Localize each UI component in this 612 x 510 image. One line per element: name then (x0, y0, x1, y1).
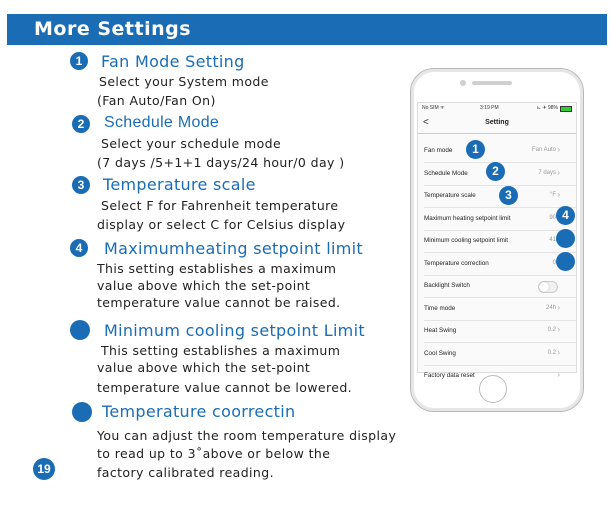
section-4-title: Maximumheating setpoint limit (104, 239, 363, 258)
row-min-cooling-limit[interactable] (418, 230, 576, 253)
section-3-badge: 3 (72, 176, 90, 194)
row-temperature-scale[interactable] (418, 185, 576, 208)
section-6-title: Temperature coorrectin (102, 402, 296, 421)
chevron-right-icon: › (557, 347, 560, 357)
row-label: Maximum heating setpoint limit (424, 214, 511, 222)
toggle-knob (539, 282, 549, 292)
row-temperature-correction[interactable] (418, 253, 576, 276)
row-label: Cool Swing (424, 349, 456, 357)
nav-title: Setting (485, 119, 509, 126)
row-label: Heat Swing (424, 327, 457, 334)
section-6-line-3: factory calibrated reading. (97, 465, 274, 480)
phone-speaker (472, 81, 512, 85)
header-bar (7, 14, 607, 45)
row-value: 24h (545, 304, 556, 311)
section-5-line-2: value above which the set-point (97, 360, 311, 375)
row-max-heating-limit[interactable] (418, 208, 576, 231)
section-1-title: Fan Mode Setting (101, 52, 245, 71)
section-5-line-3: temperature value cannot be lowered. (97, 380, 353, 395)
section-4-badge: 4 (70, 239, 88, 257)
row-label: Backlight Switch (424, 282, 470, 289)
row-value: 0.2 (547, 349, 556, 356)
chevron-right-icon: › (557, 370, 560, 379)
row-label: Temperature correction (424, 259, 489, 267)
chevron-right-icon: › (557, 325, 560, 334)
callout-5 (556, 229, 575, 248)
row-heat-swing[interactable] (418, 320, 576, 343)
callout-2: 2 (486, 162, 505, 181)
row-label: Schedule Mode (424, 169, 468, 177)
section-3-title: Temperature scale (103, 175, 256, 194)
section-1-badge: 1 (70, 52, 88, 70)
chevron-right-icon: › (557, 167, 560, 177)
row-time-mode[interactable] (418, 298, 576, 321)
battery-icon (560, 106, 572, 112)
chevron-right-icon: › (557, 302, 560, 312)
section-5-line-1: This setting establishes a maximum (101, 343, 341, 358)
chevron-right-icon: › (557, 190, 560, 199)
section-2-line-1: Select your schedule mode (101, 136, 282, 151)
home-button[interactable] (479, 375, 507, 403)
section-5-badge (70, 320, 90, 340)
back-button[interactable]: < (423, 117, 429, 128)
row-fan-mode[interactable] (418, 140, 576, 163)
row-label: Fan mode (424, 147, 453, 154)
section-5-title: Minimum cooling setpoint Limit (104, 321, 365, 340)
section-4-line-1: This setting establishes a maximum (97, 261, 337, 276)
section-6-line-1: You can adjust the room temperature display (97, 428, 397, 443)
row-value: 90 (549, 214, 556, 221)
row-value: °F (549, 192, 556, 198)
section-2-line-2: (7 days /5+1+1 days/24 hour/0 day ) (97, 155, 345, 170)
row-label: Time mode (424, 304, 456, 312)
nav-bar (418, 115, 576, 134)
page-title: More Settings (34, 18, 192, 40)
phone-screen (417, 102, 577, 379)
row-value: 0 (552, 259, 556, 266)
backlight-toggle[interactable] (538, 281, 558, 293)
row-cool-swing[interactable] (418, 343, 576, 366)
row-value: 0.2 (547, 327, 556, 333)
row-label: Factory data reset (424, 372, 475, 379)
status-bar (418, 105, 576, 114)
row-label: Temperature scale (424, 192, 476, 199)
page-number: 19 (33, 458, 55, 480)
row-label: Minimum cooling setpoint limit (424, 237, 508, 244)
phone-camera (460, 80, 466, 86)
callout-6 (556, 252, 575, 271)
section-2-badge: 2 (72, 115, 90, 133)
row-value: 7 days (538, 169, 556, 176)
section-3-line-1: Select F for Fahrenheit temperature (101, 198, 339, 213)
callout-1: 1 (466, 140, 485, 159)
chevron-right-icon: › (557, 145, 560, 154)
status-time: 3:19 PM (480, 105, 499, 111)
section-3-line-2: display or select C for Celsius display (97, 217, 346, 232)
section-2-title: Schedule Mode (104, 114, 220, 131)
section-1-line-1: Select your System mode (99, 74, 269, 89)
section-6-line-2: to read up to 3˚above or below the (97, 446, 331, 461)
section-4-line-3: temperature value cannot be raised. (97, 295, 341, 310)
row-backlight-switch (418, 275, 576, 298)
row-value: Fan Auto (531, 147, 556, 153)
section-1-line-2: (Fan Auto/Fan On) (97, 93, 216, 108)
row-value: 41 (549, 237, 556, 243)
callout-4: 4 (556, 206, 575, 225)
section-4-line-2: value above which the set-point (97, 278, 311, 293)
status-carrier: No SIM ᯤ (422, 105, 445, 111)
section-6-badge (72, 402, 92, 422)
status-icons: ⊾ ✈ 98% (536, 105, 558, 111)
callout-3: 3 (499, 186, 518, 205)
